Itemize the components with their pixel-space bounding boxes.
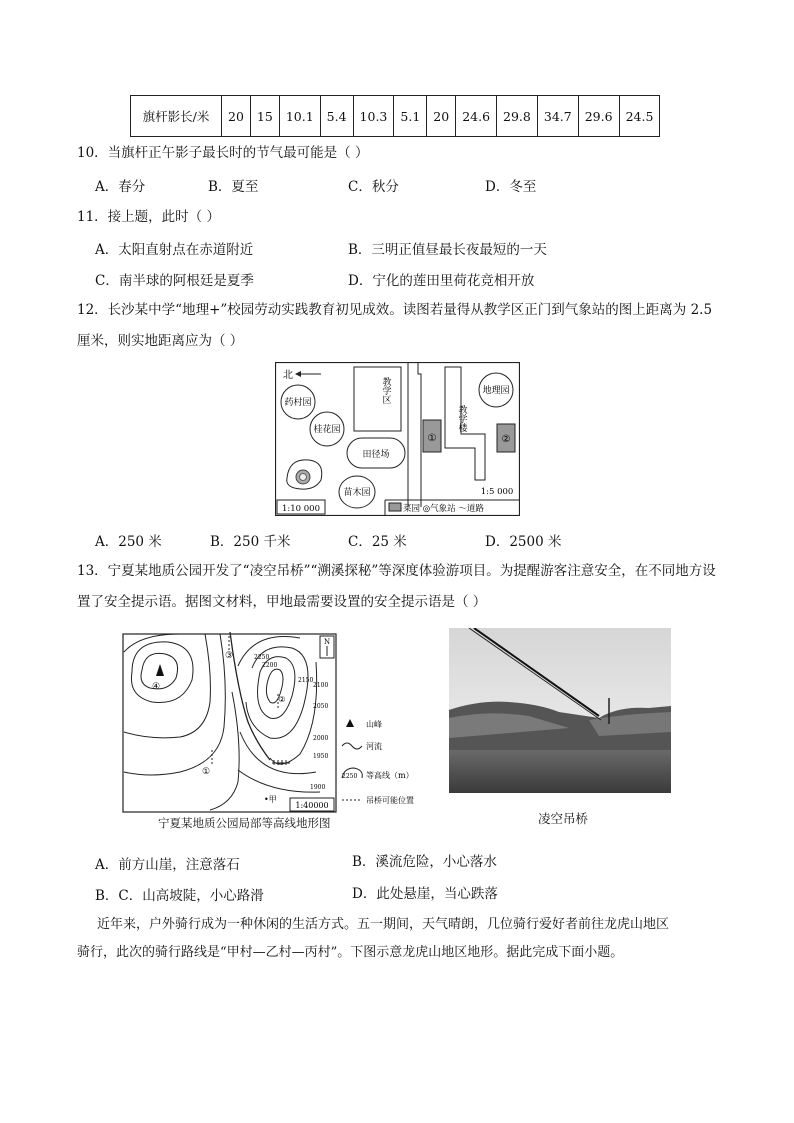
legend-river: 河流 xyxy=(366,742,382,751)
contour-value: 2250 xyxy=(254,654,270,661)
contour-map-caption: 宁夏某地质公园局部等高线地形图 xyxy=(158,816,331,830)
q12-stem-line2: 厘米，则实地距离应为（ ） xyxy=(77,333,244,349)
q11-stem: 11．接上题，此时（ ） xyxy=(77,209,220,225)
q10-option-c[interactable]: C．秋分 xyxy=(348,179,399,195)
q11-option-d[interactable]: D．宁化的莲田里荷花竞相开放 xyxy=(348,273,535,289)
q10-option-d[interactable]: D．冬至 xyxy=(485,179,537,195)
q10-option-a[interactable]: A．春分 xyxy=(95,179,146,195)
label-4: ④ xyxy=(151,682,161,692)
table-cell: 34.7 xyxy=(537,96,578,137)
label-2: ② xyxy=(278,695,286,704)
bridge-photo xyxy=(449,628,671,793)
map-legend: 菜园 ◎气象站 〜道路 xyxy=(403,504,484,514)
point-jia: •甲 xyxy=(264,795,277,804)
legend-peak: 山峰 xyxy=(366,720,382,729)
tianjing-label: 田径场 xyxy=(362,450,390,460)
q12-option-a[interactable]: A．250 米 xyxy=(95,534,162,550)
q11-option-a[interactable]: A．太阳直射点在赤道附近 xyxy=(95,242,254,258)
teaching-area-label: 教学区 xyxy=(363,377,391,387)
q12-option-c[interactable]: C．25 米 xyxy=(348,534,407,550)
q11-option-b[interactable]: B．三明正值昼最长夜最短的一天 xyxy=(348,242,547,258)
legend-peak-icon xyxy=(346,719,354,727)
legend-garden-swatch xyxy=(389,503,401,511)
legend-contour-val: 2250 xyxy=(342,773,358,780)
dili-label: 地理园 xyxy=(482,386,510,396)
table-cell: 29.8 xyxy=(497,96,538,137)
q12-stem-line1: 12．长沙某中学“地理+”校园劳动实践教育初见成效。读图若量得从教学区正门到气象站的图上距离为 2.5 xyxy=(77,302,713,318)
garden-1-label: ① xyxy=(427,433,437,444)
yaocun-label: 药村园 xyxy=(284,398,312,408)
q13-option-c[interactable]: B．C．山高坡陡，小心路滑 xyxy=(95,888,264,904)
table-cell: 24.5 xyxy=(619,96,660,137)
contour-value: 2200 xyxy=(262,662,278,669)
garden-2-label: ② xyxy=(501,434,511,445)
q13-stem-line2: 置了安全提示语。据图文材料，甲地最需要设置的安全提示语是（ ） xyxy=(77,594,487,610)
passage-line2: 骑行，此次的骑行路线是“甲村—乙村—丙村”。下图示意龙虎山地区地形。据此完成下面小题。 xyxy=(77,945,624,960)
campus-map xyxy=(275,362,520,516)
table-cell: 20 xyxy=(427,96,456,137)
shadow-length-table xyxy=(130,95,660,137)
scale-right: 1:5 000 xyxy=(480,487,514,497)
contour-north-label: N xyxy=(323,638,331,646)
q13-option-d[interactable]: D．此处悬崖，当心跌落 xyxy=(352,886,498,902)
passage-line1: 近年来，户外骑行成为一种休闲的生活方式。五一期间，天气晴朗，几位骑行爱好者前往龙虎山地区 xyxy=(97,917,670,932)
contour-scale: 1:40000 xyxy=(295,801,329,810)
q10-stem: 10．当旗杆正午影子最长时的节气最可能是（ ） xyxy=(77,145,369,161)
contour-legend xyxy=(340,712,430,808)
q12-option-d[interactable]: D．2500 米 xyxy=(485,534,562,550)
table-cell: 24.6 xyxy=(456,96,497,137)
contour-value: 2050 xyxy=(313,703,329,710)
table-cell: 29.6 xyxy=(578,96,619,137)
table-cell: 5.1 xyxy=(394,96,427,137)
contour-value: 2100 xyxy=(313,682,329,689)
legend-bridge: 吊桥可能位置 xyxy=(366,796,414,805)
contour-value: 2150 xyxy=(298,677,314,684)
photo-caption: 凌空吊桥 xyxy=(538,811,589,826)
table-cell: 10.1 xyxy=(279,96,320,137)
q13-option-a[interactable]: A．前方山崖，注意落石 xyxy=(95,857,240,873)
q10-option-b[interactable]: B．夏至 xyxy=(208,179,259,195)
miaomu-label: 苗木园 xyxy=(343,488,371,498)
q11-option-c[interactable]: C．南半球的阿根廷是夏季 xyxy=(95,273,254,289)
table-cell: 15 xyxy=(250,96,279,137)
table-cell: 5.4 xyxy=(320,96,353,137)
table-row xyxy=(131,96,660,137)
river-water xyxy=(449,750,671,793)
q12-option-b[interactable]: B．250 千米 xyxy=(210,534,291,550)
table-cell: 20 xyxy=(222,96,251,137)
label-1: ① xyxy=(201,767,211,777)
q13-option-b[interactable]: B．溪流危险，小心落水 xyxy=(352,854,497,870)
table-header-cell: 旗杆影长/米 xyxy=(131,96,222,137)
table-cell: 10.3 xyxy=(353,96,394,137)
contour-value: 1900 xyxy=(310,784,326,791)
legend-river-icon xyxy=(342,743,362,749)
label-3: ③ xyxy=(224,651,234,661)
legend-contour: 等高线（m） xyxy=(366,771,414,780)
contour-value: 2000 xyxy=(313,735,329,742)
q13-stem-line1: 13．宁夏某地质公园开发了“凌空吊桥”“溯溪探秘”等深度体验游项目。为提醒游客注意安全，在不同地方设 xyxy=(77,563,716,579)
teaching-building-label: 教学楼 xyxy=(439,405,467,415)
contour-map xyxy=(120,632,338,814)
guihua-label: 桂花园 xyxy=(313,425,341,435)
north-label: 北 xyxy=(283,370,293,381)
scale-left: 1:10 000 xyxy=(281,504,321,514)
contour-value: 1950 xyxy=(313,753,329,760)
